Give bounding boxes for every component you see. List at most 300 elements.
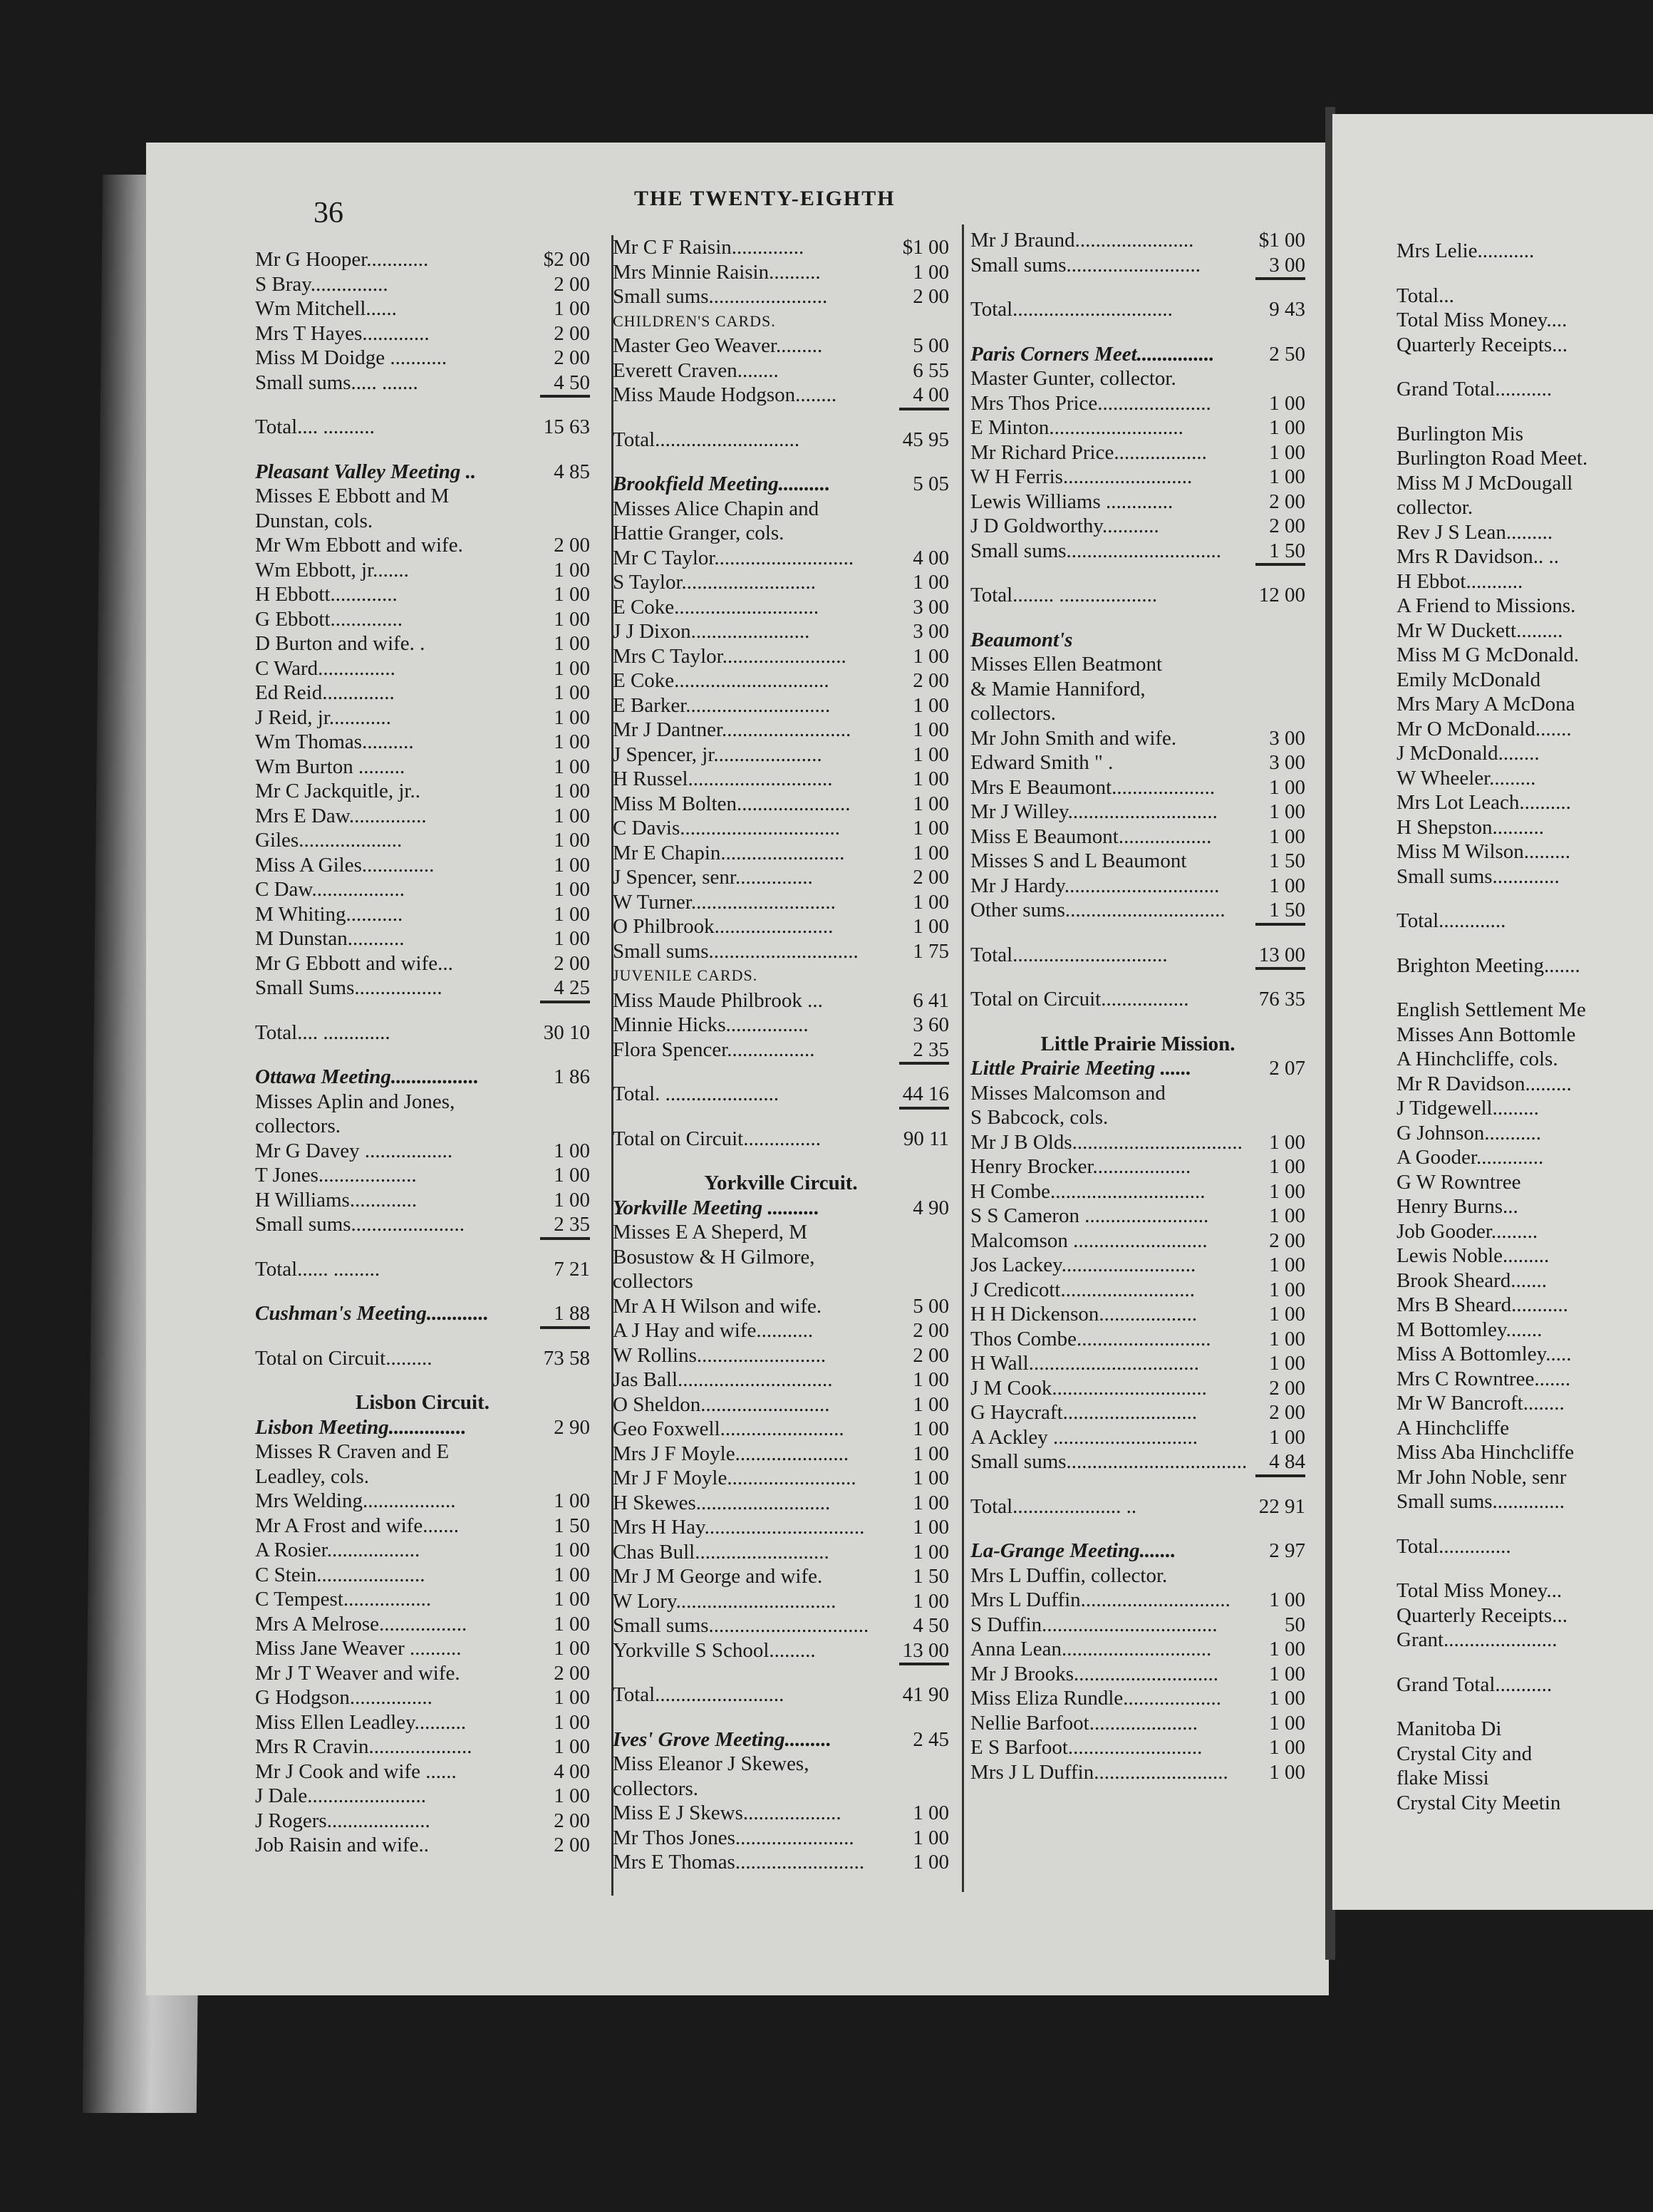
facing-page-line	[1396, 1697, 1653, 1717]
ledger-row	[613, 1683, 949, 1707]
entry-amount: 1 00	[554, 1686, 590, 1709]
ledger-row	[613, 1564, 949, 1589]
entry-amount: 1 88	[554, 1302, 590, 1325]
entry-name: & Mamie Hanniford,	[970, 677, 1146, 701]
entry-amount: 1 00	[1269, 825, 1305, 848]
entry-name: J Spencer, jr.....................	[613, 743, 822, 766]
entry-amount: 2 00	[554, 321, 590, 345]
ledger-row	[970, 1351, 1305, 1376]
ledger-row	[255, 415, 590, 440]
meeting-row	[613, 1196, 949, 1221]
entry-amount: 1 75	[913, 939, 949, 963]
entry-amount: $1 00	[1258, 229, 1305, 252]
ledger-row	[255, 804, 590, 829]
ledger-row	[613, 841, 949, 866]
entry-name: Total...... .........	[255, 1257, 380, 1281]
ledger-row	[613, 284, 949, 309]
entry-amount: 1 00	[913, 1368, 949, 1391]
ledger-row	[255, 321, 590, 346]
entry-amount: 1 00	[913, 260, 949, 284]
entry-amount: 1 00	[913, 890, 949, 914]
entry-name: H H Dickenson...................	[970, 1303, 1198, 1325]
row-spacer	[970, 967, 1305, 987]
entry-name: Miss Jane Weaver ..........	[255, 1637, 462, 1660]
ledger-row	[613, 1491, 949, 1516]
facing-page-line: Mrs R Davidson.. ..	[1396, 545, 1559, 568]
ledger-row	[970, 943, 1305, 968]
entry-amount: 1 00	[554, 804, 590, 827]
ledger-row	[255, 1489, 590, 1514]
sum-rule	[899, 408, 949, 415]
entry-name: E S Barfoot..........................	[970, 1736, 1203, 1759]
entry-amount: 1 00	[913, 1826, 949, 1849]
entry-amount: 1 00	[554, 829, 590, 852]
entry-amount: 1 00	[1269, 1254, 1305, 1276]
facing-page-line: J McDonald........	[1396, 742, 1540, 765]
ledger-row	[970, 1564, 1305, 1588]
ledger-row	[970, 583, 1305, 608]
entry-name: Wm Burton .........	[255, 755, 405, 778]
entry-name: C Stein.....................	[255, 1563, 425, 1586]
entry-amount: 1 00	[913, 1540, 949, 1564]
entry-amount: 2 00	[913, 866, 949, 889]
ledger-row	[970, 1449, 1305, 1474]
meeting-row	[613, 1727, 949, 1752]
entry-amount: 22 91	[1258, 1494, 1305, 1518]
ledger-row	[613, 644, 949, 669]
entry-amount: 1 00	[913, 1491, 949, 1514]
entry-name: H Williams.............	[255, 1188, 418, 1211]
ledger-row	[255, 1464, 590, 1489]
ledger-row	[613, 1417, 949, 1442]
ledger-row	[255, 1661, 590, 1686]
entry-name: Small sums.......................	[613, 285, 828, 308]
ledger-row	[970, 539, 1305, 564]
ledger-row	[970, 1130, 1305, 1155]
entry-amount: 1 00	[1269, 465, 1305, 488]
entry-amount: 1 00	[913, 915, 949, 938]
entry-name: Total.... ..........	[255, 415, 375, 438]
ledger-row	[255, 1188, 590, 1213]
entry-name: Small sums..... .......	[255, 371, 418, 394]
ledger-row	[970, 898, 1305, 923]
entry-amount: 41 90	[902, 1683, 949, 1706]
entry-name: Jos Lackey..........................	[970, 1254, 1196, 1276]
ledger-row	[970, 825, 1305, 849]
entry-amount: 1 00	[913, 1442, 949, 1465]
row-spacer	[613, 1107, 949, 1127]
ledger-row	[970, 490, 1305, 515]
entry-name: Mr J T Weaver and wife.	[255, 1661, 460, 1685]
ledger-row	[613, 668, 949, 693]
row-spacer	[970, 1519, 1305, 1539]
facing-page-line: Total..............	[1396, 1534, 1511, 1558]
running-head: THE TWENTY-EIGHTH	[634, 187, 896, 210]
entry-name: Brookfield Meeting..........	[613, 472, 831, 495]
entry-amount: 2 00	[913, 1319, 949, 1342]
entry-amount: 1 00	[554, 1539, 590, 1561]
sum-rule	[540, 1237, 590, 1244]
meeting-row	[255, 1065, 590, 1090]
entry-name: D Burton and wife. .	[255, 632, 425, 655]
ledger-row	[255, 1809, 590, 1834]
ledger-row	[970, 1425, 1305, 1450]
entry-name: Small sums..........................	[970, 253, 1201, 276]
entry-amount: 1 00	[913, 1392, 949, 1416]
ledger-row	[255, 272, 590, 297]
ledger-row	[613, 497, 949, 522]
entry-name: Mr Thos Jones.......................	[613, 1826, 854, 1849]
entry-name: H Russel............................	[613, 768, 833, 790]
facing-page-line	[1396, 1514, 1653, 1534]
ledger-row	[255, 484, 590, 509]
entry-amount: 1 00	[1269, 1588, 1305, 1611]
entry-amount: 30 10	[543, 1020, 590, 1044]
entry-amount: 5 00	[913, 334, 949, 357]
entry-name: Mrs H Hay...............................	[613, 1516, 865, 1539]
ledger-row	[255, 1612, 590, 1637]
ledger-row	[255, 1346, 590, 1371]
ledger-row	[255, 853, 590, 878]
entry-amount: 1 00	[913, 1589, 949, 1613]
facing-page-line: Quarterly Receipts...	[1396, 333, 1568, 356]
entry-amount: 4 50	[913, 1614, 949, 1637]
ledger-row	[613, 260, 949, 285]
row-spacer	[613, 408, 949, 428]
entry-name: J Reid, jr............	[255, 706, 391, 729]
ledger-row	[255, 951, 590, 976]
ledger-row	[970, 1105, 1305, 1130]
entry-name: Mr J Willey.............................	[970, 800, 1218, 823]
entry-amount: 9 43	[1269, 298, 1305, 321]
entry-name: Mrs L Duffin.............................	[970, 1588, 1230, 1611]
entry-amount: 13 00	[1258, 943, 1305, 966]
entry-amount: 3 00	[913, 595, 949, 619]
entry-name: Mr J Cook and wife ......	[255, 1759, 457, 1783]
ledger-row	[970, 1154, 1305, 1179]
ledger-row	[970, 228, 1305, 253]
entry-name: Mr G Hooper............	[255, 248, 429, 271]
entry-amount: 1 00	[1269, 1179, 1305, 1203]
entry-amount: 2 45	[913, 1727, 949, 1751]
ledger-row	[613, 428, 949, 453]
facing-page-line: Mrs C Rowntree.......	[1396, 1367, 1571, 1390]
entry-amount: 1 86	[554, 1065, 590, 1088]
ledger-row	[970, 800, 1305, 825]
ledger-row	[613, 1318, 949, 1343]
ledger-row	[255, 1538, 590, 1563]
row-spacer	[970, 277, 1305, 297]
entry-amount: 1 00	[1269, 1425, 1305, 1449]
sum-rule	[540, 1001, 590, 1008]
entry-name: Small Sums.................	[255, 976, 442, 999]
entry-amount: 1 50	[1269, 899, 1305, 921]
entry-name: Yorkville S School.........	[613, 1638, 816, 1662]
entry-name: Mr C Jackquitle, jr..	[255, 780, 420, 802]
entry-amount: 1 00	[1269, 1638, 1305, 1660]
entry-name: C Daw..................	[255, 878, 405, 901]
entry-name: Mrs R Cravin....................	[255, 1735, 472, 1758]
entry-name: Pleasant Valley Meeting ..	[255, 460, 477, 483]
entry-amount: 12 00	[1258, 584, 1305, 606]
entry-amount: 2 90	[554, 1415, 590, 1439]
entry-name: Anna Lean.............................	[970, 1638, 1212, 1660]
entry-name: collectors.	[255, 1115, 341, 1137]
entry-name: Ed Reid..............	[255, 681, 395, 704]
row-spacer	[613, 1707, 949, 1727]
entry-name: Total. ......................	[613, 1082, 779, 1105]
entry-name: O Philbrook.......................	[613, 915, 834, 938]
ledger-row	[970, 1204, 1305, 1229]
entry-name: Mr G Ebbott and wife...	[255, 951, 453, 975]
facing-page-line: Mr O McDonald.......	[1396, 717, 1572, 740]
facing-page-line: Crystal City and	[1396, 1742, 1533, 1765]
entry-amount: 1 00	[554, 1164, 590, 1187]
entry-amount: 2 00	[1269, 1401, 1305, 1424]
entry-amount: 4 85	[554, 460, 590, 483]
facing-page-line: Brighton Meeting.......	[1396, 953, 1580, 977]
entry-name: Mr J Braund.......................	[970, 229, 1194, 252]
entry-name: M Dunstan...........	[255, 927, 405, 950]
entry-amount: 2 00	[1269, 515, 1305, 537]
entry-name: CHILDREN'S CARDS.	[613, 311, 776, 330]
entry-name: La-Grange Meeting.......	[970, 1539, 1176, 1562]
facing-page-line	[1396, 402, 1653, 422]
entry-name: Mrs E Daw...............	[255, 804, 427, 827]
ledger-row	[970, 1686, 1305, 1711]
ledger-row	[613, 334, 949, 358]
entry-name: J Credicott..........................	[970, 1278, 1195, 1301]
entry-name: Mrs E Beaumont....................	[970, 775, 1216, 799]
facing-page-line: Mr W Duckett.........	[1396, 619, 1563, 642]
ledger-row	[255, 730, 590, 755]
facing-page-line	[1396, 264, 1653, 284]
entry-name: Misses S and L Beaumont	[970, 849, 1187, 872]
ledger-row	[613, 1752, 949, 1777]
entry-name: Misses E Ebbott and M	[255, 485, 450, 507]
ledger-row	[970, 1179, 1305, 1204]
entry-amount: 3 60	[913, 1013, 949, 1036]
entry-amount: 2 00	[1269, 1229, 1305, 1252]
ledger-row	[255, 681, 590, 706]
entry-amount: 1 00	[1269, 1204, 1305, 1227]
facing-page-line	[1396, 1559, 1653, 1578]
ledger-row	[613, 619, 949, 644]
entry-name: J Spencer, senr...............	[613, 866, 813, 889]
facing-page-line: Miss Aba Hinchcliffe	[1396, 1441, 1575, 1464]
ledger-row	[255, 1784, 590, 1809]
entry-name: Small sums......................	[255, 1213, 465, 1236]
ledger-row	[613, 890, 949, 915]
entry-amount: 1 00	[1269, 1155, 1305, 1178]
ledger-row	[255, 247, 590, 272]
facing-page-line: Burlington Road Meet.	[1396, 447, 1588, 470]
entry-name: Total.... .............	[255, 1020, 390, 1044]
entry-amount: 1 00	[554, 1489, 590, 1512]
ledger-row	[613, 1038, 949, 1063]
row-spacer	[970, 563, 1305, 583]
entry-name: Miss Eleanor J Skewes,	[613, 1752, 809, 1775]
row-spacer	[970, 923, 1305, 943]
facing-page-line: Total Miss Money...	[1396, 1579, 1563, 1602]
entry-name: Total on Circuit...............	[613, 1127, 821, 1150]
meeting-row	[970, 628, 1305, 653]
entry-amount: 1 50	[1269, 849, 1305, 872]
entry-name: Mr J Brooks............................	[970, 1662, 1219, 1685]
ledger-row	[970, 1760, 1305, 1785]
entry-amount: 1 50	[1269, 539, 1305, 562]
entry-name: Beaumont's	[970, 628, 1073, 651]
ledger-row	[255, 706, 590, 730]
entry-amount: 1 00	[1269, 1352, 1305, 1375]
ledger-row	[613, 1801, 949, 1826]
entry-amount: 4 00	[913, 383, 949, 406]
ledger-row	[255, 779, 590, 804]
entry-name: Paris Corners Meet...............	[970, 342, 1215, 366]
row-spacer	[970, 322, 1305, 342]
entry-name: Mr John Smith and wife.	[970, 726, 1177, 750]
entry-name: H Combe..............................	[970, 1179, 1206, 1203]
entry-amount: 6 41	[913, 988, 949, 1012]
entry-name: collectors.	[613, 1777, 698, 1800]
ledger-row	[255, 1212, 590, 1237]
entry-amount: 1 00	[1269, 1303, 1305, 1325]
facing-page-line: English Settlement Me	[1396, 998, 1586, 1021]
entry-name: Mr E Chapin........................	[613, 841, 845, 864]
entry-amount: 1 00	[913, 743, 949, 766]
entry-amount: 2 97	[1269, 1539, 1305, 1562]
entry-name: Mr Wm Ebbott and wife.	[255, 534, 463, 557]
ledger-row	[613, 939, 949, 964]
ledger-row	[255, 902, 590, 927]
entry-amount: 1 00	[913, 1851, 949, 1874]
entry-name: Mrs A Melrose.................	[255, 1612, 467, 1635]
entry-amount: 1 00	[554, 297, 590, 320]
ledger-row	[613, 1343, 949, 1368]
entry-amount: 2 35	[913, 1038, 949, 1061]
ledger-row	[255, 1833, 590, 1858]
entry-name: A J Hay and wife...........	[613, 1319, 814, 1342]
entry-amount: 2 35	[554, 1213, 590, 1236]
entry-amount: 1 00	[554, 656, 590, 680]
entry-amount: 1 00	[554, 1139, 590, 1162]
entry-name: Wm Mitchell......	[255, 297, 397, 320]
entry-name: Mrs J F Moyle......................	[613, 1442, 849, 1465]
ledger-row	[970, 1327, 1305, 1352]
facing-page-line: Miss A Bottomley.....	[1396, 1343, 1572, 1365]
facing-page-line: Henry Burns...	[1396, 1195, 1518, 1218]
facing-page-line: Small sums.............	[1396, 864, 1560, 888]
entry-name: H Skewes..........................	[613, 1491, 831, 1514]
facing-page-line: Miss M J McDougall	[1396, 471, 1573, 495]
entry-name: W H Ferris.........................	[970, 465, 1193, 488]
ledger-row	[613, 693, 949, 718]
column-3	[970, 228, 1305, 1784]
ledger-row	[255, 1020, 590, 1045]
entry-name: Wm Ebbott, jr.......	[255, 558, 409, 582]
ledger-row	[970, 1302, 1305, 1327]
entry-amount: 1 00	[1269, 1327, 1305, 1350]
entry-name: Wm Thomas..........	[255, 730, 414, 753]
entry-name: Mrs E Thomas.........................	[613, 1851, 865, 1874]
entry-name: Mrs Thos Price......................	[970, 391, 1211, 415]
facing-page-line: G Johnson...........	[1396, 1121, 1542, 1144]
entry-amount: 1 00	[913, 571, 949, 594]
entry-name: Miss Ellen Leadley..........	[255, 1710, 467, 1734]
ledger-row	[255, 1587, 590, 1612]
entry-amount: 1 50	[913, 1565, 949, 1588]
entry-amount: 1 00	[554, 1637, 590, 1660]
section-heading: Lisbon Circuit.	[355, 1391, 489, 1414]
sum-rule	[540, 1326, 590, 1333]
ledger-row	[970, 1613, 1305, 1638]
entry-name: Geo Foxwell........................	[613, 1417, 844, 1440]
entry-name: Cushman's Meeting............	[255, 1302, 489, 1325]
ledger-row	[255, 1139, 590, 1164]
ledger-row	[613, 1589, 949, 1614]
entry-amount: 15 63	[543, 415, 590, 438]
ledger-row	[613, 988, 949, 1013]
ledger-row	[255, 1163, 590, 1188]
entry-name: Little Prairie Meeting ......	[970, 1057, 1192, 1080]
entry-name: E Minton..........................	[970, 416, 1183, 439]
sum-rule	[1255, 563, 1305, 570]
entry-amount: 2 00	[913, 669, 949, 692]
entry-amount: 2 00	[1269, 490, 1305, 513]
facing-page-line: Job Gooder.........	[1396, 1219, 1538, 1243]
facing-page-line: Manitoba Di	[1396, 1717, 1502, 1740]
ledger-row	[613, 1613, 949, 1638]
entry-name: Misses Ellen Beatmont	[970, 653, 1163, 676]
ledger-row	[255, 828, 590, 853]
entry-name: Edward Smith " .	[970, 751, 1114, 774]
entry-name: C Davis...............................	[613, 817, 840, 839]
ledger-row	[613, 1777, 949, 1802]
entry-amount: 1 00	[913, 644, 949, 668]
ledger-row	[255, 1685, 590, 1710]
ledger-row	[613, 1013, 949, 1038]
entry-amount: 1 00	[554, 1735, 590, 1758]
sum-rule	[899, 1107, 949, 1114]
entry-name: Mr C Taylor...........................	[613, 546, 854, 569]
entry-name: Mr Richard Price..................	[970, 440, 1207, 464]
entry-amount: 1 00	[554, 1784, 590, 1807]
ledger-row	[255, 1563, 590, 1588]
ledger-row	[970, 1494, 1305, 1519]
entry-amount: 50	[1285, 1613, 1305, 1636]
entry-name: Master Geo Weaver.........	[613, 334, 823, 357]
entry-amount: 1 00	[554, 1563, 590, 1586]
entry-name: Mr A H Wilson and wife.	[613, 1294, 822, 1318]
ledger-row	[970, 297, 1305, 322]
facing-page-line: Mrs B Sheard...........	[1396, 1293, 1568, 1316]
entry-name: Miss Maude Hodgson........	[613, 383, 837, 406]
entry-name: O Sheldon.........................	[613, 1392, 830, 1416]
entry-amount: 1 00	[554, 1188, 590, 1211]
page-number: 36	[314, 197, 343, 229]
facing-page-line: Mr R Davidson.........	[1396, 1072, 1572, 1095]
entry-amount: 4 50	[554, 371, 590, 394]
entry-name: Nellie Barfoot.....................	[970, 1711, 1198, 1735]
entry-name: Job Raisin and wife..	[255, 1834, 430, 1856]
entry-amount: 1 00	[554, 902, 590, 926]
entry-amount: 2 00	[554, 951, 590, 975]
facing-page-line: Burlington Mis	[1396, 422, 1524, 445]
entry-name: Total........ ...................	[970, 584, 1158, 606]
entry-amount: 2 00	[913, 1343, 949, 1367]
entry-name: W Rollins.........................	[613, 1343, 826, 1367]
facing-page-line: M Bottomley.......	[1396, 1318, 1543, 1341]
